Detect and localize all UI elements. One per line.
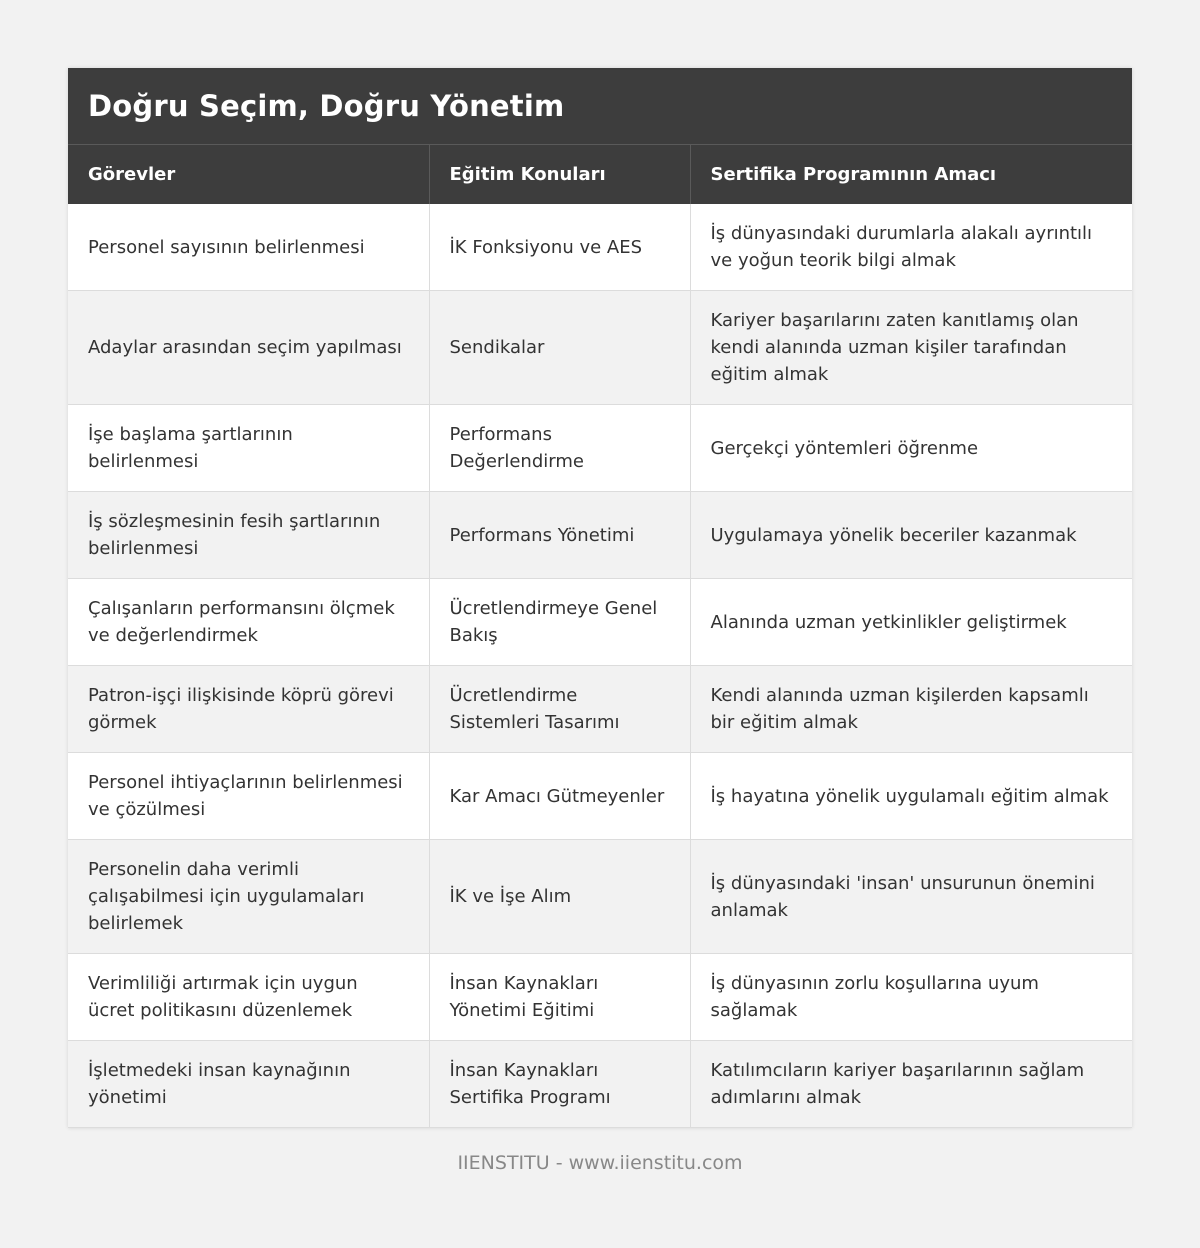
cell-gorev: Çalışanların performansını ölçmek ve değerlendirmek [68, 579, 429, 666]
cell-gorev: İşletmedeki insan kaynağının yönetimi [68, 1041, 429, 1128]
cell-gorev: Personelin daha verimli çalışabilmesi için uygulamaları belirlemek [68, 840, 429, 954]
table-body [68, 204, 1132, 1128]
cell-amac: Alanında uzman yetkinlikler geliştirmek [690, 579, 1132, 666]
cell-egitim-konusu: İK Fonksiyonu ve AES [429, 204, 690, 291]
cell-amac: İş hayatına yönelik uygulamalı eğitim almak [690, 753, 1132, 840]
cell-amac: Kendi alanında uzman kişilerden kapsamlı bir eğitim almak [690, 666, 1132, 753]
table-row [68, 405, 1132, 492]
table-row [68, 666, 1132, 753]
table-row [68, 204, 1132, 291]
cell-egitim-konusu: İnsan Kaynakları Sertifika Programı [429, 1041, 690, 1128]
cell-amac: İş dünyasındaki durumlarla alakalı ayrıntılı ve yoğun teorik bilgi almak [690, 204, 1132, 291]
footer-credit: IIENSTITU - www.iienstitu.com [457, 1152, 743, 1174]
cell-amac: Uygulamaya yönelik beceriler kazanmak [690, 492, 1132, 579]
cell-egitim-konusu: Performans Değerlendirme [429, 405, 690, 492]
page-title: Doğru Seçim, Doğru Yönetim [88, 89, 565, 123]
header-row [68, 145, 1132, 204]
cell-gorev: İşe başlama şartlarının belirlenmesi [68, 405, 429, 492]
data-table [68, 145, 1132, 1128]
cell-egitim-konusu: Ücretlendirmeye Genel Bakış [429, 579, 690, 666]
cell-gorev: Verimliliği artırmak için uygun ücret politikasını düzenlemek [68, 954, 429, 1041]
cell-gorev: Adaylar arasından seçim yapılması [68, 291, 429, 405]
table-row [68, 1041, 1132, 1128]
column-header-egitim-konulari: Eğitim Konuları [429, 145, 690, 204]
cell-amac: İş dünyasının zorlu koşullarına uyum sağlamak [690, 954, 1132, 1041]
cell-amac: Katılımcıların kariyer başarılarının sağlam adımlarını almak [690, 1041, 1132, 1128]
cell-amac: İş dünyasındaki 'insan' unsurunun önemini anlamak [690, 840, 1132, 954]
cell-egitim-konusu: İnsan Kaynakları Yönetimi Eğitimi [429, 954, 690, 1041]
cell-amac: Gerçekçi yöntemleri öğrenme [690, 405, 1132, 492]
cell-gorev: Personel ihtiyaçlarının belirlenmesi ve çözülmesi [68, 753, 429, 840]
table-row [68, 492, 1132, 579]
table-card [68, 68, 1132, 1128]
cell-gorev: Patron-işçi ilişkisinde köprü görevi görmek [68, 666, 429, 753]
cell-gorev: İş sözleşmesinin fesih şartlarının belirlenmesi [68, 492, 429, 579]
table-row [68, 579, 1132, 666]
table-header [68, 145, 1132, 204]
column-header-gorevler: Görevler [68, 145, 429, 204]
cell-egitim-konusu: Kar Amacı Gütmeyenler [429, 753, 690, 840]
table-row [68, 291, 1132, 405]
cell-egitim-konusu: Ücretlendirme Sistemleri Tasarımı [429, 666, 690, 753]
column-header-sertifika-amaci: Sertifika Programının Amacı [690, 145, 1132, 204]
table-row [68, 840, 1132, 954]
title-bar [68, 68, 1132, 145]
cell-gorev: Personel sayısının belirlenmesi [68, 204, 429, 291]
table-row [68, 753, 1132, 840]
cell-egitim-konusu: İK ve İşe Alım [429, 840, 690, 954]
cell-egitim-konusu: Sendikalar [429, 291, 690, 405]
cell-egitim-konusu: Performans Yönetimi [429, 492, 690, 579]
cell-amac: Kariyer başarılarını zaten kanıtlamış olan kendi alanında uzman kişiler tarafından eğitim almak [690, 291, 1132, 405]
table-row [68, 954, 1132, 1041]
